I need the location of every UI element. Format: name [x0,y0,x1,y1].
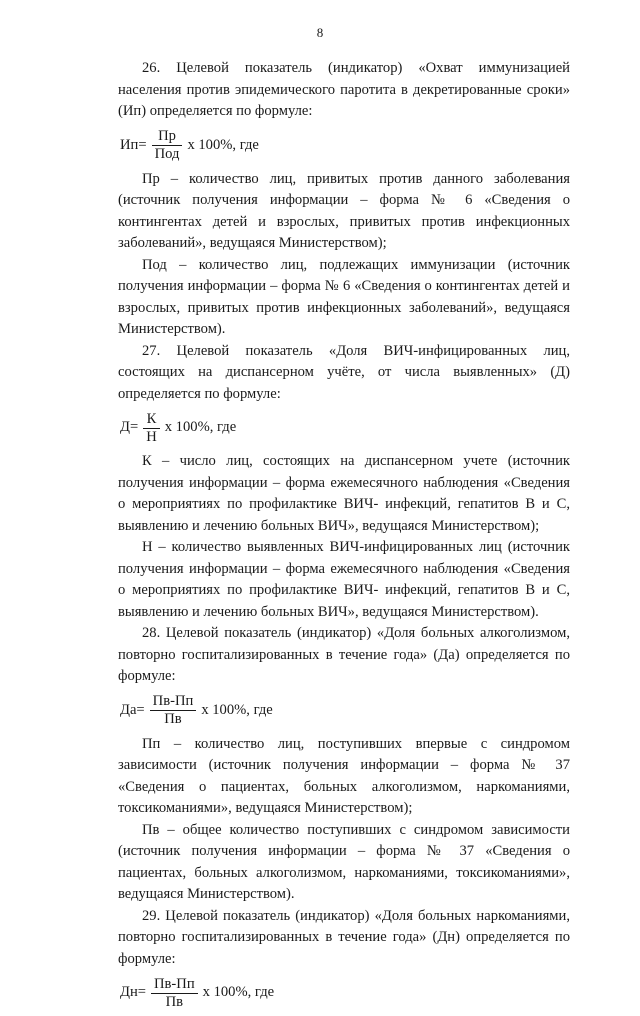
section-26-def-pr: Пр – количество лиц, привитых против данного заболевания (источник получения информации – форма № 6 «Сведения о контингентах детей и взрослых, привитых против инфекционных заболеваний», ведущаяся Министерством); [118,170,570,251]
formula-lhs: Да= [120,701,145,718]
formula-rhs: х 100%, где [202,984,275,1001]
formula-dn [120,974,570,1012]
section-26-intro: 26. Целевой показатель (индикатор) «Охват иммунизацией населения против эпидемического паротита в декретированные сроки» (Ип) определяется по формуле: [118,60,570,119]
formula-d [120,409,570,447]
section-28-def-pv: Пв – общее количество поступивших с синдромом зависимости (источник получения информации – форма № 37 «Сведения о пациентах, больных алкоголизмом, наркоманиями, токсикоманиями», ведущаяся Министерством). [118,821,570,902]
formula-fraction [143,411,160,446]
formula-numerator: Пр [158,128,176,144]
formula-lhs: Ип= [120,136,147,153]
formula-denominator: Пв [164,711,182,727]
formula-rhs: х 100%, где [187,136,259,153]
section-27-def-n: Н – количество выявленных ВИЧ-инфицированных лиц (источник получения информации – форма ежемесячного наблюдения «Сведения о мероприятиях по профилактике ВИЧ- инфекций, гепатитов В и С, выявлению и лечению больных ВИЧ», ведущаяся Министерством). [118,539,570,620]
section-28-intro: 28. Целевой показатель (индикатор) «Доля больных алкоголизмом, повторно госпитализированных в течение года» (Да) определяется по формуле: [118,625,570,684]
formula-lhs: Д= [120,419,139,436]
section-29-intro: 29. Целевой показатель (индикатор) «Доля больных наркоманиями, повторно госпитализированных в течение года» (Дн) определяется по формуле: [118,907,570,967]
formula-rhs: х 100%, где [164,419,237,436]
formula-da [120,692,570,730]
formula-numerator: Пв-Пп [152,693,194,709]
formula-denominator: Под [154,146,180,162]
section-27-intro: 27. Целевой показатель «Доля ВИЧ-инфицированных лиц, состоящих на диспансерном учёте, от числа выявленных» (Д) определяется по формуле: [118,342,570,402]
section-26-def-pod: Под – количество лиц, подлежащих иммунизации (источник получения информации – форма № 6 «Сведения о контингентах детей и взрослых, привитых против инфекционных заболеваний», ведущаяся Министерством). [118,256,570,337]
formula-fraction [150,693,197,728]
formula-rhs: х 100%, где [201,701,273,718]
section-27-def-k: К – число лиц, состоящих на диспансерном учете (источник получения информации – форма ежемесячного наблюдения «Сведения о мероприятиях по профилактике ВИЧ- инфекций, гепатитов В и С, выявлению и лечению больных ВИЧ», ведущаяся Министерством); [118,453,570,534]
formula-denominator: Пв [165,993,184,1010]
section-28-def-pp: Пп – количество лиц, поступивших впервые с синдромом зависимости (источник получения информации – форма № 37 «Сведения о пациентах, больных алкоголизмом, наркоманиями, токсикоманиями», ведущаяся Министерством); [118,735,570,816]
formula-ip [120,127,570,165]
formula-numerator: К [146,410,157,427]
formula-fraction [151,976,198,1011]
formula-lhs: Дн= [120,984,146,1001]
document-body [118,58,570,1016]
formula-denominator: Н [146,428,157,445]
formula-fraction [152,128,183,163]
page-number: 8 [316,25,324,40]
formula-numerator: Пв-Пп [154,975,195,992]
